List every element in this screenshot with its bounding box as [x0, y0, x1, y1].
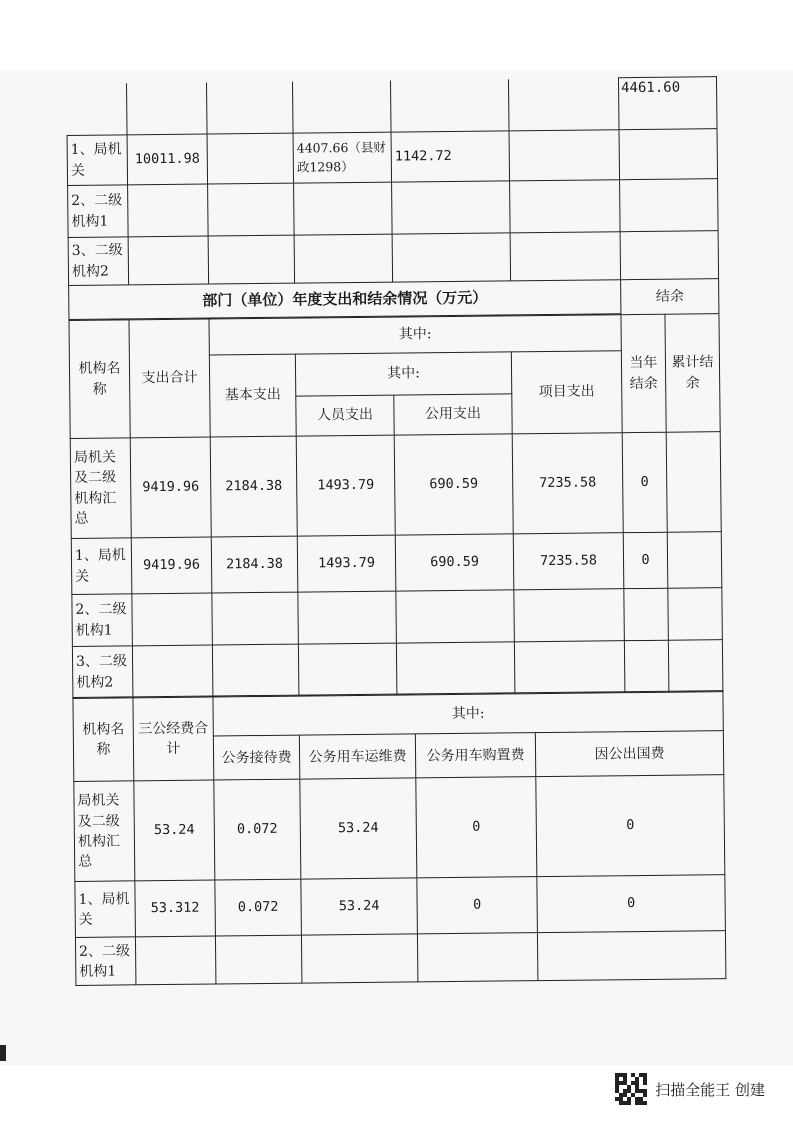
- cum-balance-cell: [666, 432, 721, 533]
- project-cell: 7235.58: [512, 433, 623, 534]
- cell: [417, 933, 537, 982]
- cell: [668, 640, 723, 693]
- qr-code-icon: [615, 1073, 647, 1105]
- vehicle-buy-cell: 0: [416, 777, 537, 878]
- cell: [207, 133, 294, 184]
- cell: [510, 180, 621, 233]
- three-public-table: [72, 691, 726, 987]
- basic-cell: 2184.38: [211, 536, 298, 593]
- cell: [392, 181, 511, 234]
- paper-margin: [0, 0, 793, 70]
- table-row: [67, 129, 718, 186]
- org-name: 1、局机关: [71, 538, 132, 595]
- col-header-year-balance: 当年结余: [621, 314, 666, 432]
- top-header-row: [67, 77, 718, 136]
- table-row: [68, 231, 718, 286]
- cell: [294, 182, 393, 235]
- total-cell: 9419.96: [131, 537, 212, 594]
- col-header-org: 机构名称: [73, 697, 134, 782]
- org-name: 2、二级机构1: [68, 185, 129, 238]
- cell: [132, 645, 213, 698]
- year-balance-cell: 0: [622, 432, 667, 532]
- org-name: 1、局机关: [75, 881, 136, 938]
- cell: 1142.72: [391, 131, 510, 182]
- cell: [294, 234, 392, 283]
- col-header-reception: 公务接待费: [213, 735, 299, 780]
- basic-cell: 2184.38: [210, 436, 297, 537]
- among-header: 其中:: [209, 315, 621, 355]
- col-header-vehicle-buy: 公务用车购置费: [415, 733, 535, 778]
- year-balance-cell: 0: [623, 532, 668, 588]
- cell: [510, 232, 620, 281]
- personnel-cell: 1493.79: [297, 535, 396, 592]
- cell: [298, 591, 397, 644]
- total-cell: 53.24: [134, 780, 215, 881]
- cell: [620, 231, 719, 280]
- total-cell: 53.312: [135, 880, 216, 937]
- total-cell: 9419.96: [130, 437, 211, 538]
- vehicle-op-cell: 53.24: [300, 778, 417, 879]
- section-title: 部门（单位）年度支出和结余情况（万元）: [69, 280, 621, 320]
- cell: [619, 129, 718, 180]
- header-row: [69, 314, 719, 357]
- col-header-cum-balance: 累计结余: [665, 314, 720, 433]
- cell: [215, 935, 301, 984]
- table-row: [68, 179, 719, 238]
- col-header-vehicle-op: 公务用车运维费: [299, 734, 415, 779]
- table-row: [75, 875, 726, 938]
- reception-cell: 0.072: [215, 879, 302, 936]
- org-name: 3、二级机构2: [72, 646, 133, 699]
- org-name: 2、二级机构1: [75, 937, 135, 986]
- table-row: [74, 775, 725, 882]
- table-row: [72, 640, 723, 699]
- cell: [624, 640, 669, 692]
- org-name: 2、二级机构1: [72, 594, 133, 647]
- table-row: [70, 432, 721, 539]
- balance-header: 结余: [621, 279, 719, 315]
- cell: [128, 236, 208, 285]
- col-header-three-total: 三公经费合计: [133, 696, 214, 781]
- cell: [392, 233, 510, 282]
- budget-document: [66, 76, 725, 986]
- col-header-abroad: 因公出国费: [535, 731, 723, 777]
- cell: [212, 592, 299, 645]
- project-cell: 7235.58: [513, 533, 624, 590]
- header-row: [73, 691, 723, 738]
- cell: [212, 644, 299, 697]
- public-cell: 690.59: [394, 434, 513, 535]
- cell: [509, 130, 620, 181]
- vehicle-buy-cell: 0: [417, 877, 538, 934]
- cell: [514, 589, 625, 642]
- cell: [301, 934, 417, 983]
- cell: [624, 588, 669, 640]
- county-finance-cell: 4407.66（县财政1298）: [293, 132, 392, 183]
- org-name: 3、二级机构2: [68, 237, 128, 286]
- scan-edge-mark: [0, 1045, 6, 1061]
- scanner-watermark: [615, 1073, 765, 1105]
- cell: [132, 593, 213, 646]
- abroad-cell: 0: [537, 875, 726, 933]
- vehicle-op-cell: 53.24: [301, 878, 418, 935]
- cum-balance-cell: [667, 532, 722, 589]
- cell: [208, 183, 295, 236]
- among-header-2: 其中:: [295, 352, 511, 396]
- cell: [514, 641, 625, 694]
- cell: [298, 643, 397, 696]
- among-header: 其中:: [213, 691, 723, 736]
- table-row: [75, 931, 725, 986]
- cell: [135, 936, 215, 985]
- org-name: 局机关及二级机构汇总: [70, 438, 131, 539]
- col-header-org: 机构名称: [69, 320, 130, 439]
- col-header-project: 项目支出: [511, 351, 622, 434]
- public-cell: 690.59: [395, 534, 514, 591]
- abroad-cell: 0: [536, 775, 725, 877]
- cell: [537, 931, 726, 981]
- cell: [668, 588, 723, 641]
- reception-cell: 0.072: [214, 779, 301, 880]
- section-title-row: [69, 279, 719, 320]
- col-header-basic: 基本支出: [209, 354, 296, 437]
- cell: [128, 184, 209, 237]
- scanner-app-label: 扫描全能王 创建: [655, 1080, 765, 1099]
- col-header-personnel: 人员支出: [296, 395, 394, 436]
- total-cell: 10011.98: [127, 134, 208, 185]
- table-row: [72, 588, 723, 647]
- cell: [396, 590, 515, 643]
- cell: [396, 642, 515, 695]
- cell: [620, 179, 719, 232]
- carry-value: 4461.60: [618, 77, 717, 130]
- budget-table: [66, 76, 723, 699]
- col-header-public: 公用支出: [394, 394, 512, 435]
- cell: [208, 235, 294, 284]
- personnel-cell: 1493.79: [296, 435, 395, 536]
- col-header-total: 支出合计: [129, 319, 210, 438]
- org-name: 1、局机关: [67, 135, 128, 186]
- table-row: [71, 532, 722, 595]
- org-name: 局机关及二级机构汇总: [74, 781, 135, 882]
